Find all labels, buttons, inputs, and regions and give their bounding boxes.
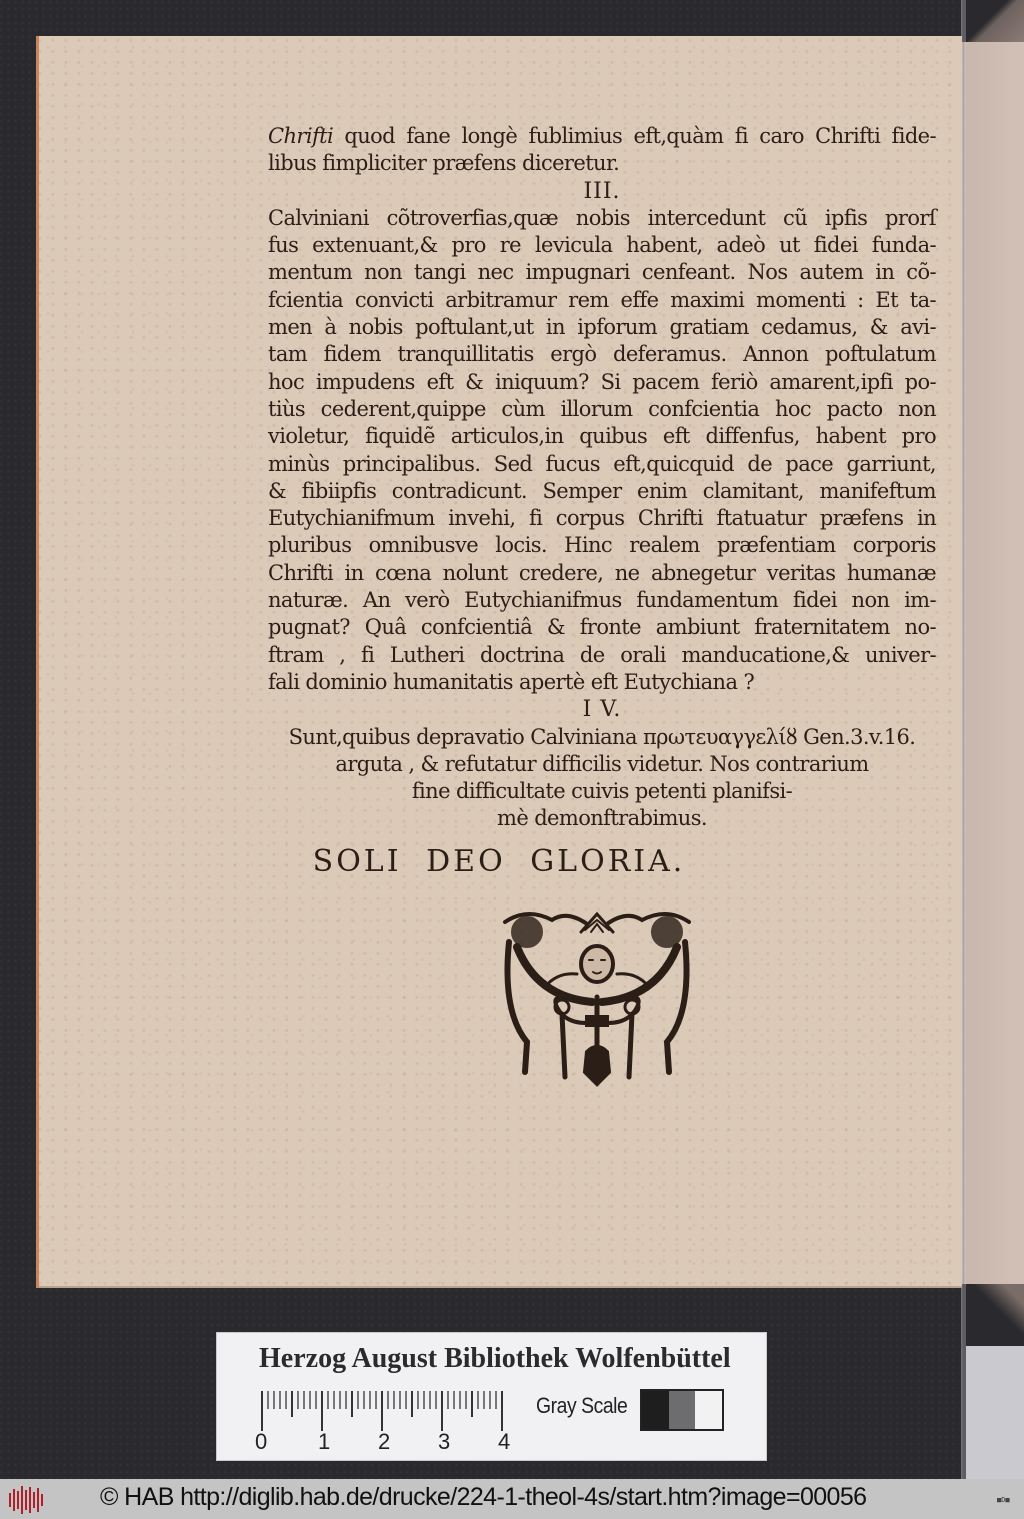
text-line: arguta , & refutatur difficilis videtur. Nos contrarium (335, 751, 869, 776)
text-line: mè demonftrabimus. (497, 806, 707, 831)
adjacent-page-edge (960, 0, 1024, 1479)
ruler-numbers (255, 1429, 545, 1455)
text-line: Calviniani cõtroverfias,quæ nobis intercedunt cũ ipfis prorſ (268, 205, 936, 230)
text-line: fus extenuant,& pro re levicula habent, adeò ut fidei funda- (268, 233, 936, 258)
grayscale-swatch-gray (669, 1391, 696, 1429)
closing-word: GLORIA. (530, 844, 686, 879)
footer-mark: ■D■ (997, 1496, 1010, 1504)
grayscale-swatches (640, 1389, 724, 1431)
text-line: minùs principalibus. Sed fucus eft,quicquid de pace garriunt, (268, 451, 936, 476)
grayscale-label: Gray Scale (536, 1393, 628, 1418)
text-line: ftram , fi Lutheri doctrina de orali manducatione,& univer- (268, 642, 936, 667)
text-line: violetur, fiquidẽ articulos,in quibus eft diffenfus, habent pro (268, 424, 936, 449)
text-line: Chrifti quod fane longè fublimius eft,quàm fi caro Chrifti fide- (268, 124, 936, 148)
text-line: men à nobis poftulant,ut in ipforum gratiam cedamus, & avi- (268, 315, 936, 340)
adjacent-label-edge (966, 1346, 1024, 1479)
text-line: tam fidem tranquillitatis ergò deferamus. Annon poftulatum (268, 342, 936, 367)
text-line: Eutychianifmum invehi, fi corpus Chrifti ftatuatur præfens in (268, 506, 936, 531)
text-line: fcientia convicti arbitramur rem effe maximi momenti : Et ta- (268, 287, 936, 312)
scale-ruler (261, 1391, 523, 1431)
text-line: tiùs cederent,quippe cùm illorum confcientia hoc pacto non (268, 396, 936, 421)
grayscale-swatch-white (695, 1391, 722, 1429)
copyright-url[interactable]: © HAB http://diglib.hab.de/drucke/224-1-theol-4s/start.htm?image=00056 (100, 1483, 867, 1511)
library-name: Herzog August Bibliothek Wolfenbüttel (259, 1343, 731, 1374)
ruler-number: 2 (378, 1429, 391, 1454)
library-label-card (216, 1332, 767, 1461)
section-heading: I V. (582, 697, 622, 723)
text-line: Chrifti in cœna nolunt credere, ne abnegetur veritas humanæ (268, 560, 936, 585)
ruler-number: 1 (318, 1429, 331, 1454)
text-line: fine difficultate cuivis petenti planifsi- (411, 779, 793, 804)
closing-word: SOLI (312, 844, 402, 879)
closing-line (36, 844, 962, 879)
text-line: pugnat? Quâ confcientiâ & fronte ambiunt fraternitatem no- (268, 615, 936, 640)
grayscale-swatch-black (642, 1391, 669, 1429)
ruler-number: 3 (438, 1429, 451, 1454)
ruler-number: 4 (498, 1429, 511, 1454)
section-heading: III. (583, 178, 621, 204)
text-line: naturæ. An verò Eutychianifmus fundamentum fidei non im- (268, 588, 936, 613)
text-line: fali dominio humanitatis apertè eft Eutychiana ? (268, 669, 755, 694)
ruler-number: 0 (255, 1429, 268, 1454)
text-line: libus fimpliciter præfens diceretur. (268, 151, 620, 176)
woodcut-ornament-icon (497, 902, 697, 1092)
viewer-footer (0, 1479, 1024, 1519)
page-text (268, 123, 936, 833)
text-line: mentum non tangi nec impugnari cenfeant. Nos autem in cõ- (268, 260, 936, 285)
text-line: hoc impudens eft & iniquum? Si pacem feriò amarent,ipfi po- (268, 369, 936, 394)
text-line: & fibiipfis contradicunt. Semper enim clamitant, manifeftum (268, 478, 936, 503)
hab-logo-icon (6, 1485, 46, 1515)
closing-word: DEO (426, 844, 506, 879)
book-page (36, 36, 962, 1288)
text-line: Sunt,quibus depravatio Calviniana πρωτευαγγελίȣ Gen.3.v.16. (288, 724, 916, 749)
text-line: pluribus omnibusve locis. Hinc realem præfentiam corporis (268, 533, 936, 558)
